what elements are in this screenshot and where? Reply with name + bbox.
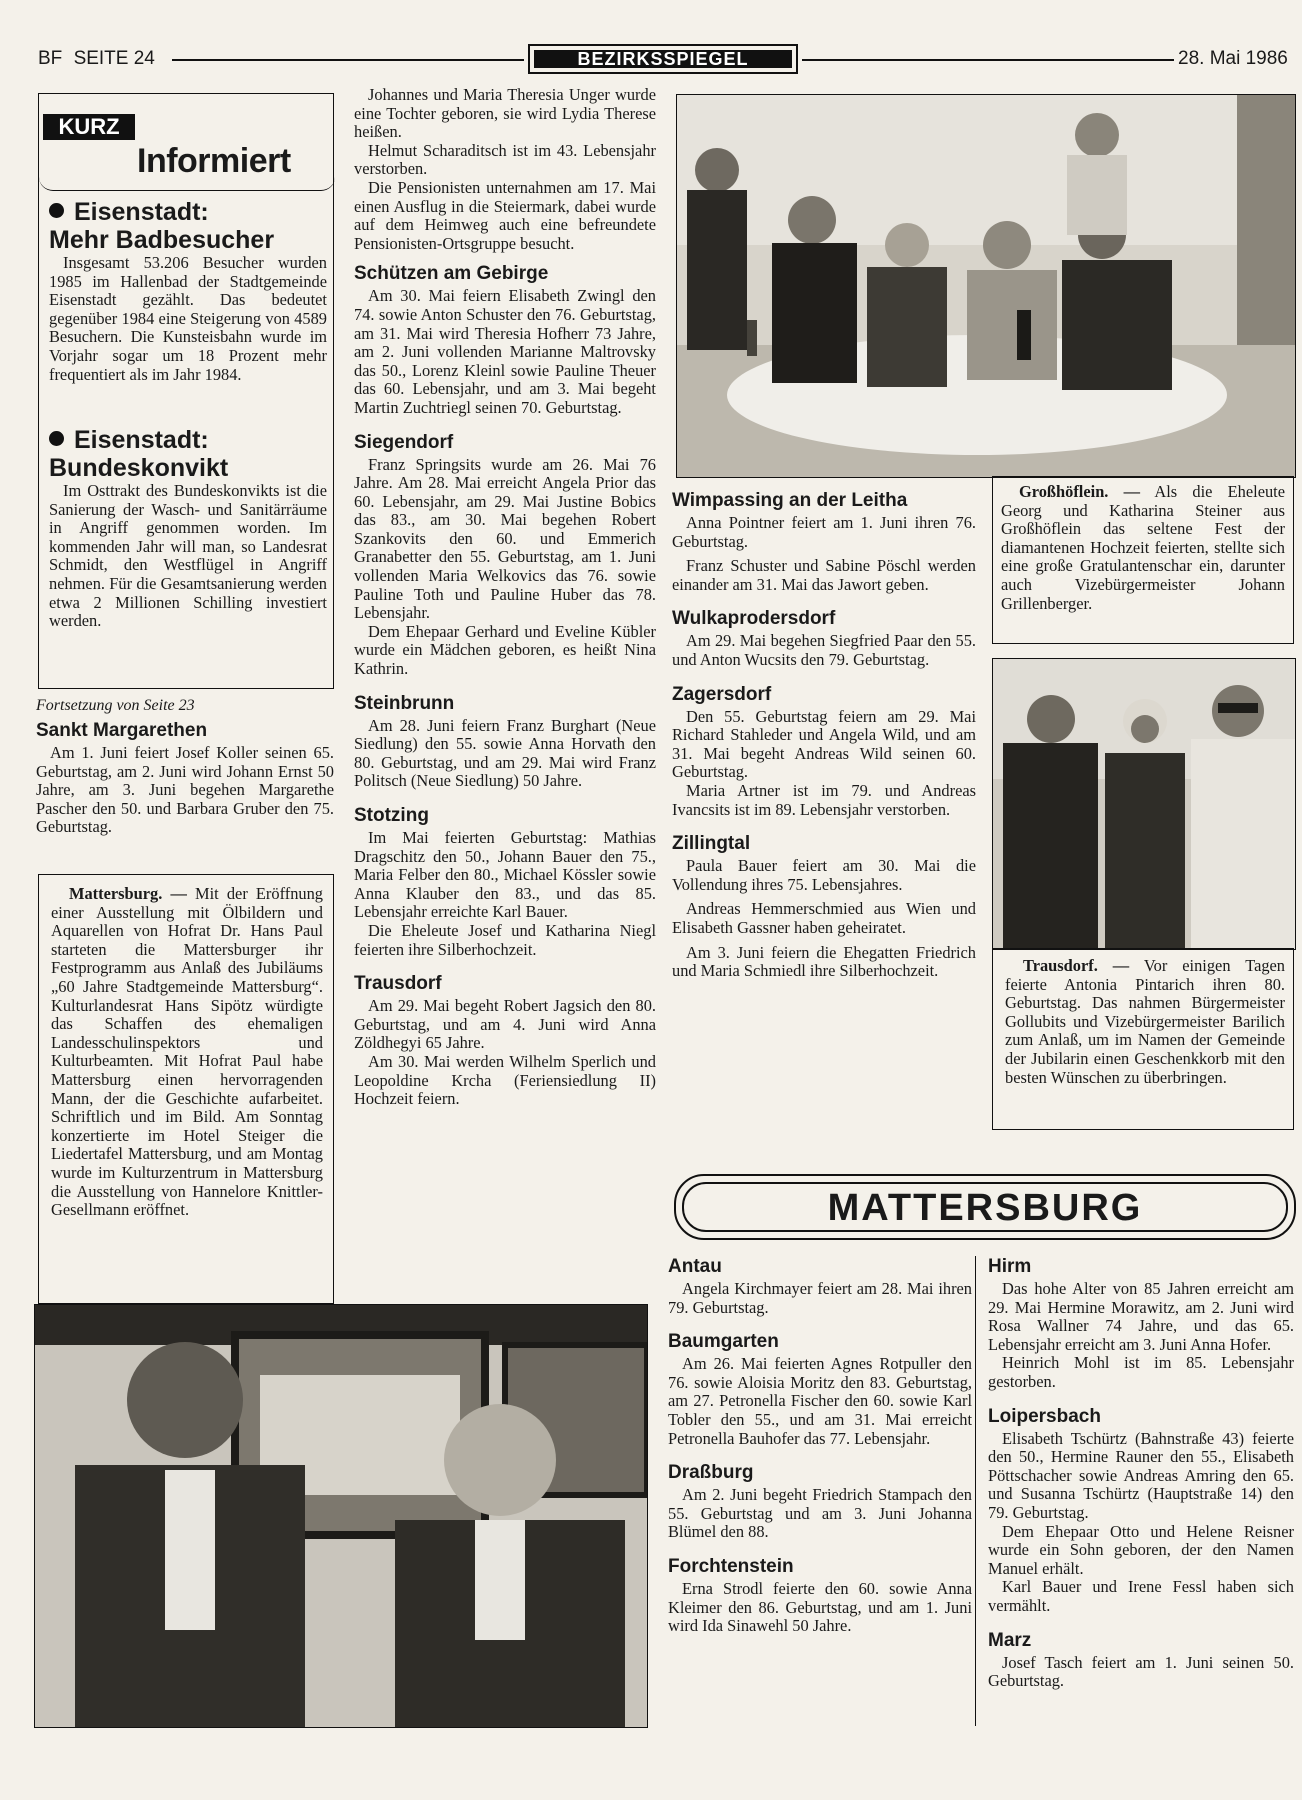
- header-date: 28. Mai 1986: [1178, 48, 1288, 69]
- bullet-icon: [49, 431, 64, 446]
- text-forchtenstein: Erna Strodl feierte den 60. sowie Anna Kleimer den 86. Geburtstag, und am 1. Juni wird Ida Sinawehl 50 Jahre.: [668, 1578, 972, 1636]
- kurz-logo-informiert: Informiert: [137, 142, 291, 180]
- kurz-item-1: [49, 198, 327, 384]
- caption-grosshoeflein-text: Großhöflein. — Als die Eheleute Georg und Katharina Steiner aus Großhöflein das seltene Fest der diamantenen Hochzeit feierten, stellte sich eine große Gratulantenschar ein, darunter auch Vizebürgermeister Johann Grillenberger.: [1001, 482, 1285, 613]
- mattersburg-column-right: [988, 1256, 1294, 1691]
- text-zillingtal-3: Am 3. Juni feiern die Ehegatten Friedrich und Maria Schmiedl ihre Silberhochzeit.: [672, 942, 976, 981]
- header-rule-left: [172, 59, 524, 61]
- caption-trausdorf: [992, 948, 1294, 1130]
- kurz-logo: [39, 94, 335, 191]
- text-zagersdorf-2: Maria Artner ist im 79. und Andreas Ivancsits ist im 89. Lebensjahr verstorben.: [672, 780, 976, 819]
- section-title: [528, 44, 798, 74]
- kurz-item-1-text: Insgesamt 53.206 Besucher wurden 1985 im Hallenbad der Stadtgemeinde Eisenstadt gezählt. Das bedeutet gegenüber 1984 eine Steigerung von 4589 Besuchern. Die Kunsteisbahn wurde im Vorjahr sogar um 18 Prozent mehr frequentiert als im Jahr 1984.: [49, 253, 327, 384]
- column-separator: [975, 1256, 976, 1726]
- heading-sankt-margarethen: Sankt Margarethen: [36, 720, 208, 741]
- text-drassburg: Am 2. Juni begeht Friedrich Stampach den 55. Geburtstag und am 3. Juni Johanna Blümel den 88.: [668, 1485, 972, 1542]
- text-zagersdorf-1: Den 55. Geburtstag feiern am 29. Mai Richard Stahleder und Angela Wild, und am 31. Mai begeht Andreas Wild seinen 60. Geburtstag.: [672, 706, 976, 782]
- heading-drassburg: Draßburg: [668, 1462, 754, 1484]
- text-schuetzen: Am 30. Mai feiern Elisabeth Zwingl den 74. sowie Anton Schuster den 76. Geburtstag, am 31. Mai wird Theresia Hofherr 73 Jahre, am 2. Juni vollenden Marianne Maltrovsky das 50., Lorenz Kleinl sowie Pauline Theuer das 60. Lebensjahr, und am 3. Mai begeht Martin Zuchtriegl seinen 70. Geburtstag.: [354, 286, 656, 417]
- header-left: [38, 48, 155, 70]
- photo-mattersburg-exhibition: [34, 1304, 648, 1728]
- kurz-item-2-subtitle: Bundeskonvikt: [49, 454, 229, 482]
- text-baumgarten: Am 26. Mai feierten Agnes Rotpuller den 76. sowie Aloisia Moritz den 83. Geburtstag, am 27. Petronella Fischer den 60. sowie Karl Tobler den 55., und am 31. Mai erreicht Petronella Bauhofer das 77. Lebensjahr.: [668, 1354, 972, 1448]
- column-3: [672, 490, 976, 981]
- text-wimpassing-2: Franz Schuster und Sabine Pöschl werden einander am 31. Mai das Jawort geben.: [672, 556, 976, 594]
- text-wulkaprodersdorf: Am 29. Mai begehen Siegfried Paar den 55. und Anton Wucsits den 79. Geburtstag.: [672, 631, 976, 669]
- bullet-icon: [49, 203, 64, 218]
- text-loipersbach-2: Dem Ehepaar Otto und Helene Reisner wurde ein Sohn geboren, der den Namen Manuel erhält.: [988, 1521, 1294, 1578]
- mattersburg-column-left: [668, 1256, 972, 1636]
- col2-intro-2: Helmut Scharaditsch ist im 43. Lebensjahr verstorben.: [354, 140, 656, 179]
- kurz-informiert-box: [38, 93, 334, 689]
- text-zillingtal-2: Andreas Hemmerschmied aus Wien und Elisabeth Gassner haben geheiratet.: [672, 899, 976, 937]
- kurz-logo-kurz: KURZ: [43, 114, 135, 140]
- text-hirm-1: Das hohe Alter von 85 Jahren erreicht am 29. Mai Hermine Morawitz, am 2. Juni wird Rosa Wallner 74 Jahre, und das 65. Lebensjahr erreicht am 3. Juni Anna Hofer.: [988, 1279, 1294, 1354]
- heading-zagersdorf: Zagersdorf: [672, 683, 772, 705]
- text-trausdorf-2: Am 30. Mai werden Wilhelm Sperlich und Leopoldine Krcha (Feriensiedlung II) Hochzeit feiern.: [354, 1051, 656, 1109]
- mattersburg-article-box: [38, 874, 334, 1304]
- heading-forchtenstein: Forchtenstein: [668, 1555, 794, 1577]
- photo-grosshoeflein: [676, 94, 1296, 478]
- mattersburg-article-text: Mattersburg. — Mit der Eröffnung einer Ausstellung mit Ölbildern und Aquarellen von Hofrat Dr. Hans Paul starteten die Mattersburger ihr Festprogramm aus Anlaß des Jubiläums „60 Jahre Stadtgemeinde Mattersburg“. Kulturlandesrat Hans Sipötz würdigte das Schaffen des ehemaligen Landesschulinspektors und Kulturbeamten. Mit Hofrat Paul habe Mattersburg einen hervorragenden Mann, der die Geschichte aufarbeitet. Schriftlich und im Bild. Am Sonntag konzertierte im Hotel Steiger die Liedertafel Mattersburg, und am Montag wurde im Kulturzentrum in Mattersburg die Ausstellung von Hannelore Knittler-Gesellmann eröffnet.: [51, 884, 323, 1220]
- heading-baumgarten: Baumgarten: [668, 1331, 779, 1353]
- heading-steinbrunn: Steinbrunn: [354, 692, 455, 714]
- column-2: [354, 86, 656, 1109]
- section-title-text: BEZIRKSSPIEGEL: [534, 50, 792, 68]
- text-stotzing-2: Die Eheleute Josef und Katharina Niegl feierten ihre Silberhochzeit.: [354, 920, 656, 959]
- heading-wimpassing: Wimpassing an der Leitha: [672, 490, 908, 511]
- heading-trausdorf: Trausdorf: [354, 973, 442, 995]
- text-siegendorf-1: Franz Springsits wurde am 26. Mai 76 Jahre. Am 28. Mai erreicht Angela Prior das 60. Lebensjahr, am 29. Mai Justine Bobics das 83., am 30. Mai begehen Robert Szankovits den 60. und Emmerich Granabetter den 55. Geburtstag, am 1. Juni vollenden Maria Welkovics das 76. sowie Pauline Toth und Pauline Huber das 78. Lebensjahr.: [354, 454, 656, 623]
- kurz-item-2: [49, 426, 327, 631]
- photo-trausdorf-image: [993, 659, 1295, 949]
- heading-siegendorf: Siegendorf: [354, 431, 454, 453]
- kurz-item-2-title: Eisenstadt:: [49, 426, 327, 454]
- kurz-item-1-subtitle: Mehr Badbesucher: [49, 226, 275, 254]
- text-steinbrunn: Am 28. Juni feiern Franz Burghart (Neue Siedlung) den 55. sowie Anna Horvath den 80. Geburtstag, und am 29. Mai wird Franz Politsch (Neue Siedlung) 50 Jahre.: [354, 715, 656, 791]
- text-siegendorf-2: Dem Ehepaar Gerhard und Eveline Kübler wurde ein Mädchen geboren, es heißt Nina Kathrin.: [354, 621, 656, 679]
- col2-intro-3: Die Pensionisten unternahmen am 17. Mai einen Ausflug in die Steiermark, dabei wurde auf dem Heimweg auch eine befreundete Pensionisten-Ortsgruppe besucht.: [354, 177, 656, 253]
- column-1-lower: [36, 696, 334, 837]
- text-zillingtal-1: Paula Bauer feiert am 30. Mai die Vollendung ihres 75. Lebensjahres.: [672, 856, 976, 894]
- mattersburg-banner-title: MATTERSBURG: [827, 1187, 1143, 1229]
- header-bf: BF: [38, 48, 63, 69]
- heading-marz: Marz: [988, 1629, 1032, 1651]
- photo-mattersburg-image: [35, 1305, 647, 1727]
- text-loipersbach-3: Karl Bauer und Irene Fessl haben sich vermählt.: [988, 1577, 1294, 1615]
- text-trausdorf-1: Am 29. Mai begeht Robert Jagsich den 80. Geburtstag, und am 4. Juni wird Anna Zöldhegyi 65 Jahre.: [354, 996, 656, 1053]
- heading-stotzing: Stotzing: [354, 805, 429, 826]
- text-hirm-2: Heinrich Mohl ist im 85. Lebensjahr gestorben.: [988, 1353, 1294, 1391]
- text-wimpassing-1: Anna Pointner feiert am 1. Juni ihren 76. Geburtstag.: [672, 513, 976, 551]
- heading-wulkaprodersdorf: Wulkaprodersdorf: [672, 608, 836, 630]
- photo-grosshoeflein-image: [677, 95, 1295, 477]
- text-loipersbach-1: Elisabeth Tschürtz (Bahnstraße 43) feierte den 50., Hermine Rauner den 55., Elisabeth Pöttschacher sowie Andreas Amring den 65. und Susanna Tschürtz (Hauptstraße 14) den 79. Geburtstag.: [988, 1428, 1294, 1522]
- kurz-item-2-text: Im Osttrakt des Bundeskonvikts ist die Sanierung der Wasch- und Sanitärräume in Angriff genommen worden. Im kommenden Jahr will man, so Landesrat Schmidt, den Westflügel in Angriff nehmen. Für die Gesamtsanierung werden etwa 2 Millionen Schilling investiert werden.: [49, 481, 327, 631]
- text-sankt-margarethen: Am 1. Juni feiert Josef Koller seinen 65. Geburtstag, am 2. Juni wird Johann Ernst 50 Jahre, am 3. Juni begehen Margarethe Pascher den 50. und Barbara Gruber den 75. Geburtstag.: [36, 743, 334, 837]
- text-marz: Josef Tasch feiert am 1. Juni seinen 50. Geburtstag.: [988, 1652, 1294, 1691]
- header-rule-right: [802, 59, 1174, 61]
- mattersburg-banner-inner: [682, 1182, 1288, 1232]
- heading-loipersbach: Loipersbach: [988, 1405, 1101, 1427]
- caption-grosshoeflein: [992, 476, 1294, 644]
- header-page: SEITE 24: [73, 48, 155, 69]
- continuation-note: Fortsetzung von Seite 23: [36, 697, 195, 714]
- heading-hirm: Hirm: [988, 1256, 1032, 1277]
- mattersburg-banner: [674, 1174, 1296, 1240]
- text-stotzing-1: Im Mai feierten Geburtstag: Mathias Dragschitz den 50., Johann Bauer den 75., Maria Felber den 80., Michael Kössler sowie Anna Klauber den 83., und das 85. Lebensjahr erreichte Karl Bauer.: [354, 828, 656, 922]
- photo-trausdorf: [992, 658, 1296, 950]
- caption-trausdorf-text: Trausdorf. — Vor einigen Tagen feierte Antonia Pintarich ihren 80. Geburtstag. Das nahmen Bürgermeister Gollubits und Vizebürgermeister Barilich zum Anlaß, um im Namen der Gemeinde der Jubilarin einen Geschenkkorb mit den besten Wünschen zu überbringen.: [1005, 956, 1286, 1087]
- heading-schuetzen: Schützen am Gebirge: [354, 263, 549, 285]
- kurz-item-1-title: Eisenstadt:: [49, 198, 327, 226]
- heading-antau: Antau: [668, 1256, 722, 1277]
- text-antau: Angela Kirchmayer feiert am 28. Mai ihren 79. Geburtstag.: [668, 1279, 972, 1317]
- heading-zillingtal: Zillingtal: [672, 833, 751, 855]
- col2-intro-1: Johannes und Maria Theresia Unger wurde eine Tochter geboren, sie wird Lydia Therese heißen.: [354, 85, 656, 142]
